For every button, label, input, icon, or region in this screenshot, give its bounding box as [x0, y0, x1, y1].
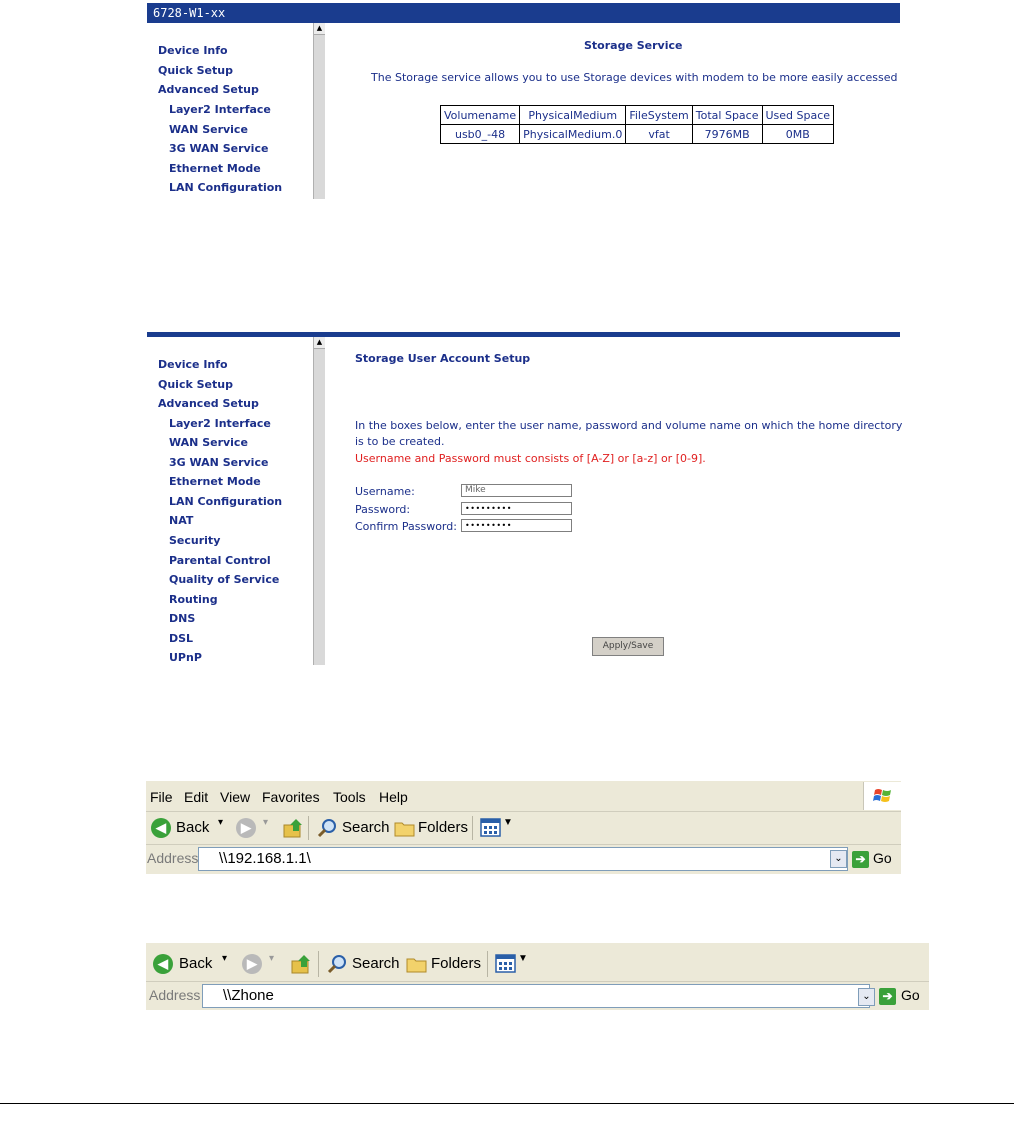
col-used-space: Used Space	[762, 106, 834, 125]
nav-dns[interactable]: DNS	[169, 612, 196, 625]
nav-ethernet-mode[interactable]: Ethernet Mode	[169, 162, 261, 175]
back-button-label[interactable]: Back	[179, 955, 213, 972]
nav-nat[interactable]: NAT	[169, 514, 194, 527]
folders-icon[interactable]	[394, 817, 416, 839]
folders-icon[interactable]	[406, 953, 428, 975]
views-icon[interactable]	[480, 818, 502, 838]
address-label: Address	[147, 850, 199, 866]
toolbar-separator	[318, 951, 319, 977]
forward-arrow-icon[interactable]: ▶	[242, 954, 262, 974]
nav-3g-wan-service[interactable]: 3G WAN Service	[169, 456, 269, 469]
back-dropdown-icon[interactable]: ▾	[222, 953, 228, 964]
back-dropdown-icon[interactable]: ▾	[218, 817, 224, 828]
nav-lan-configuration[interactable]: LAN Configuration	[169, 495, 283, 508]
search-icon[interactable]	[316, 817, 338, 839]
address-input[interactable]: \\192.168.1.1\	[198, 847, 848, 871]
cell-physicalmedium: PhysicalMedium.0	[520, 125, 626, 144]
standard-toolbar	[146, 812, 901, 845]
storage-user-account-screenshot	[147, 332, 903, 665]
storage-service-screenshot	[147, 3, 900, 199]
menu-view[interactable]: View	[220, 789, 251, 805]
cell-used-space: 0MB	[762, 125, 834, 144]
views-dropdown-icon[interactable]: ▼	[518, 953, 528, 964]
menu-file[interactable]: File	[150, 789, 173, 805]
nav-quality-of-service[interactable]: Quality of Service	[169, 573, 280, 586]
up-folder-icon[interactable]	[282, 817, 304, 839]
col-total-space: Total Space	[692, 106, 762, 125]
table-row	[441, 125, 834, 144]
page-title: Storage User Account Setup	[355, 352, 531, 365]
nav-layer2-interface[interactable]: Layer2 Interface	[169, 417, 271, 430]
standard-toolbar	[146, 943, 929, 982]
menu-tools[interactable]: Tools	[333, 789, 366, 805]
ie-toolbar-2	[146, 943, 929, 1010]
col-filesystem: FileSystem	[626, 106, 692, 125]
table-header-row	[441, 106, 834, 125]
nav-device-info[interactable]: Device Info	[158, 44, 228, 57]
cell-volumename: usb0_-48	[441, 125, 520, 144]
nav-layer2-interface[interactable]: Layer2 Interface	[169, 103, 271, 116]
go-arrow-icon[interactable]: ➔	[852, 851, 869, 868]
password-label: Password:	[355, 503, 411, 516]
confirm-password-field[interactable]: •••••••••	[461, 519, 572, 532]
folders-button-label[interactable]: Folders	[431, 955, 482, 972]
scroll-up-icon[interactable]: ▲	[314, 337, 325, 349]
nav-dsl[interactable]: DSL	[169, 632, 194, 645]
confirm-password-label: Confirm Password:	[355, 520, 457, 533]
nav-quick-setup[interactable]: Quick Setup	[158, 64, 233, 77]
address-bar	[146, 982, 929, 1010]
sidebar-scrollbar[interactable]	[313, 337, 325, 665]
windows-logo-icon	[863, 782, 902, 810]
nav-quick-setup[interactable]: Quick Setup	[158, 378, 233, 391]
address-bar	[146, 845, 901, 874]
toolbar-separator	[487, 951, 488, 977]
forward-arrow-icon[interactable]: ▶	[236, 818, 256, 838]
nav-wan-service[interactable]: WAN Service	[169, 436, 248, 449]
cell-total-space: 7976MB	[692, 125, 762, 144]
search-button-label[interactable]: Search	[342, 819, 390, 836]
go-button-label[interactable]: Go	[901, 987, 920, 1003]
ie-toolbar-1	[146, 781, 901, 874]
nav-routing[interactable]: Routing	[169, 593, 218, 606]
back-arrow-icon[interactable]: ◀	[153, 954, 173, 974]
views-dropdown-icon[interactable]: ▼	[503, 817, 513, 828]
scroll-up-icon[interactable]: ▲	[314, 23, 325, 35]
username-label: Username:	[355, 485, 415, 498]
cell-filesystem: vfat	[626, 125, 692, 144]
menu-help[interactable]: Help	[379, 789, 408, 805]
search-button-label[interactable]: Search	[352, 955, 400, 972]
toolbar-separator	[308, 816, 309, 840]
menu-edit[interactable]: Edit	[184, 789, 209, 805]
menu-favorites[interactable]: Favorites	[262, 789, 320, 805]
nav-device-info[interactable]: Device Info	[158, 358, 228, 371]
up-folder-icon[interactable]	[290, 953, 312, 975]
nav-security[interactable]: Security	[169, 534, 221, 547]
address-label: Address	[149, 987, 201, 1003]
password-field[interactable]: •••••••••	[461, 502, 572, 515]
sidebar-scrollbar[interactable]	[313, 23, 325, 199]
sidebar-nav	[147, 23, 312, 199]
nav-parental-control[interactable]: Parental Control	[169, 554, 271, 567]
page-title: Storage Service	[584, 39, 683, 52]
instructions-line-2: is to be created.	[355, 435, 445, 448]
go-arrow-icon[interactable]: ➔	[879, 988, 896, 1005]
instructions-line-1: In the boxes below, enter the user name, password and volume name on which the home directory	[355, 419, 903, 432]
address-input[interactable]: \\Zhone	[202, 984, 870, 1008]
views-icon[interactable]	[495, 954, 517, 974]
back-button-label[interactable]: Back	[176, 819, 210, 836]
folders-button-label[interactable]: Folders	[418, 819, 469, 836]
nav-wan-service[interactable]: WAN Service	[169, 123, 248, 136]
forward-dropdown-icon[interactable]: ▾	[263, 817, 269, 828]
router-title-bar: 6728-W1-xx	[147, 3, 900, 23]
menu-bar	[146, 781, 901, 812]
nav-lan-configuration[interactable]: LAN Configuration	[169, 181, 283, 194]
nav-3g-wan-service[interactable]: 3G WAN Service	[169, 142, 269, 155]
nav-upnp[interactable]: UPnP	[169, 651, 202, 664]
col-physicalmedium: PhysicalMedium	[520, 106, 626, 125]
nav-advanced-setup[interactable]: Advanced Setup	[158, 397, 259, 410]
nav-advanced-setup[interactable]: Advanced Setup	[158, 83, 259, 96]
page-footer-rule	[0, 1103, 1014, 1104]
sidebar-nav	[147, 337, 312, 665]
nav-ethernet-mode[interactable]: Ethernet Mode	[169, 475, 261, 488]
apply-save-button[interactable]: Apply/Save	[592, 637, 664, 656]
storage-table	[440, 105, 834, 144]
storage-description: The Storage service allows you to use Storage devices with modem to be more easily accessed	[371, 71, 898, 84]
forward-dropdown-icon[interactable]: ▾	[269, 953, 275, 964]
username-field[interactable]: Mike	[461, 484, 572, 497]
go-button-label[interactable]: Go	[873, 850, 892, 866]
address-dropdown-icon[interactable]: ⌄	[858, 988, 875, 1006]
address-dropdown-icon[interactable]: ⌄	[830, 850, 847, 868]
col-volumename: Volumename	[441, 106, 520, 125]
toolbar-separator	[472, 816, 473, 840]
back-arrow-icon[interactable]: ◀	[151, 818, 171, 838]
search-icon[interactable]	[326, 953, 348, 975]
credentials-warning: Username and Password must consists of [A-Z] or [a-z] or [0-9].	[355, 452, 706, 465]
